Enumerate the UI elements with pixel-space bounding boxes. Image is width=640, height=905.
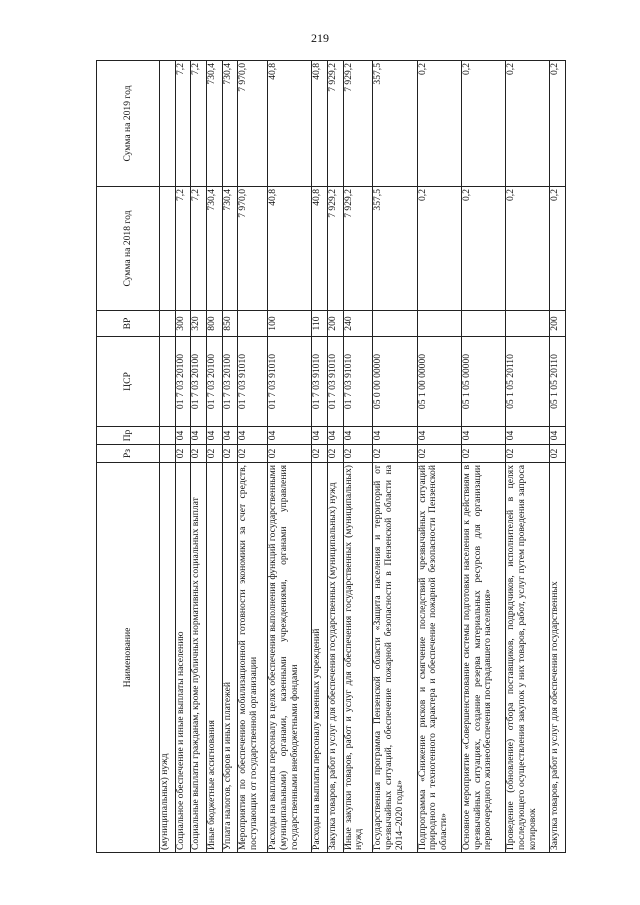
cell-vr: 850: [222, 311, 238, 337]
budget-table: [96, 60, 566, 853]
cell-name: Государственная программа Пензенской области «Защита населения и территорий от чрезвычайных ситуаций, обеспечение пожарной безопасности в Пензенской области на 2014–2020 годы»: [373, 463, 417, 853]
cell-vr: 200: [327, 311, 343, 337]
cell-vr: [417, 311, 461, 337]
cell-pr: 04: [506, 427, 550, 445]
cell-vr: 240: [343, 311, 373, 337]
cell-sum-2019: 357,5: [373, 61, 417, 187]
page-number: 219: [311, 31, 329, 45]
cell-pr: 04: [550, 427, 566, 445]
table-body: [160, 61, 566, 853]
cell-rz: 02: [461, 445, 505, 463]
cell-sum-2019: 7 929,2: [327, 61, 343, 187]
cell-vr: [160, 311, 176, 337]
table-row: [222, 61, 238, 853]
table-row: [506, 61, 550, 853]
table-row: [160, 61, 176, 853]
header-pr: Пр: [97, 427, 160, 445]
header-sum-2019: Сумма на 2019 год: [97, 61, 160, 187]
table-row: [327, 61, 343, 853]
cell-vr: 110: [312, 311, 328, 337]
cell-rz: [160, 445, 176, 463]
cell-sum-2018: 730,4: [206, 187, 222, 311]
header-csr: ЦСР: [97, 337, 160, 427]
table-row: [268, 61, 312, 853]
table-row: [312, 61, 328, 853]
cell-vr: 320: [191, 311, 207, 337]
cell-name: Проведение (обновление) отбора поставщиков, подрядчиков, исполнителей в целях последующего осуществления закупок у них товаров, работ, услуг путем проведения запроса котировок: [506, 463, 550, 853]
cell-sum-2018: 357,5: [373, 187, 417, 311]
table-row: [550, 61, 566, 853]
cell-vr: [461, 311, 505, 337]
cell-csr: 01 7 03 91010: [312, 337, 328, 427]
cell-rz: 02: [327, 445, 343, 463]
cell-rz: 02: [373, 445, 417, 463]
cell-sum-2018: 0,2: [417, 187, 461, 311]
cell-name: (муниципальных) нужд: [160, 463, 176, 853]
cell-sum-2018: 0,2: [550, 187, 566, 311]
cell-pr: 04: [417, 427, 461, 445]
cell-rz: 02: [506, 445, 550, 463]
cell-csr: 01 7 03 20100: [191, 337, 207, 427]
cell-sum-2019: 40,8: [268, 61, 312, 187]
cell-sum-2019: 730,4: [222, 61, 238, 187]
cell-name: Мероприятия по обеспечению мобилизационной готовности экономики за счет средств, поступающих от государственной организации: [238, 463, 268, 853]
cell-sum-2018: 7,2: [175, 187, 191, 311]
cell-pr: 04: [312, 427, 328, 445]
cell-sum-2019: 7,2: [175, 61, 191, 187]
cell-sum-2019: 0,2: [417, 61, 461, 187]
cell-rz: 02: [343, 445, 373, 463]
cell-csr: 05 0 00 00000: [373, 337, 417, 427]
table-row: [191, 61, 207, 853]
cell-name: Уплата налогов, сборов и иных платежей: [222, 463, 238, 853]
cell-sum-2018: 0,2: [506, 187, 550, 311]
cell-rz: 02: [268, 445, 312, 463]
table-row: [238, 61, 268, 853]
cell-pr: [160, 427, 176, 445]
table-row: [461, 61, 505, 853]
cell-sum-2018: 7,2: [191, 187, 207, 311]
cell-csr: [160, 337, 176, 427]
cell-rz: 02: [238, 445, 268, 463]
cell-csr: 01 7 03 91010: [327, 337, 343, 427]
cell-csr: 05 1 05 00000: [461, 337, 505, 427]
cell-sum-2019: [160, 61, 176, 187]
table-row: [175, 61, 191, 853]
cell-sum-2018: 7 929,2: [327, 187, 343, 311]
cell-name: Закупка товаров, работ и услуг для обеспечения государственных: [550, 463, 566, 853]
header-sum-2018: Сумма на 2018 год: [97, 187, 160, 311]
cell-rz: 02: [191, 445, 207, 463]
cell-csr: 05 1 05 20110: [506, 337, 550, 427]
cell-name: Расходы на выплаты персоналу в целях обеспечения выполнения функций государственными (муниципальными) органами, казенными учреждениями, органами управления государственными внебюджетными фондами: [268, 463, 312, 853]
cell-rz: 02: [222, 445, 238, 463]
header-vr: ВР: [97, 311, 160, 337]
cell-vr: [373, 311, 417, 337]
cell-csr: 01 7 03 91010: [238, 337, 268, 427]
header-rz: Рз: [97, 445, 160, 463]
cell-csr: 01 7 03 91010: [343, 337, 373, 427]
cell-rz: 02: [206, 445, 222, 463]
cell-name: Подпрограмма «Снижение рисков и смягчение последствий чрезвычайных ситуаций природного и техногенного характера и обеспечение пожарной безопасности Пензенской области»: [417, 463, 461, 853]
cell-sum-2018: 40,8: [268, 187, 312, 311]
cell-sum-2019: 40,8: [312, 61, 328, 187]
cell-sum-2018: 0,2: [461, 187, 505, 311]
table-row: [343, 61, 373, 853]
cell-name: Основное мероприятие «Совершенствование системы подготовки населения к действиям в чрезвычайных ситуациях, создание резерва материальных ресурсов для организации первоочередного жизнеобеспечения пострадавшего населения»: [461, 463, 505, 853]
cell-rz: 02: [175, 445, 191, 463]
cell-pr: 04: [222, 427, 238, 445]
cell-vr: 200: [550, 311, 566, 337]
cell-pr: 04: [268, 427, 312, 445]
cell-vr: 800: [206, 311, 222, 337]
cell-pr: 04: [373, 427, 417, 445]
cell-name: Социальные выплаты гражданам, кроме публичных нормативных социальных выплат: [191, 463, 207, 853]
cell-csr: 01 7 03 91010: [268, 337, 312, 427]
cell-csr: 01 7 03 20100: [175, 337, 191, 427]
cell-pr: 04: [175, 427, 191, 445]
table-row: [373, 61, 417, 853]
table-row: [417, 61, 461, 853]
cell-pr: 04: [327, 427, 343, 445]
cell-pr: 04: [461, 427, 505, 445]
cell-rz: 02: [550, 445, 566, 463]
cell-csr: 01 7 03 20100: [222, 337, 238, 427]
rotated-table-container: [96, 61, 566, 853]
cell-sum-2018: 7 970,0: [238, 187, 268, 311]
cell-vr: [238, 311, 268, 337]
cell-vr: [506, 311, 550, 337]
cell-rz: 02: [417, 445, 461, 463]
cell-pr: 04: [206, 427, 222, 445]
cell-sum-2018: [160, 187, 176, 311]
cell-sum-2019: 7 929,2: [343, 61, 373, 187]
cell-sum-2019: 0,2: [506, 61, 550, 187]
cell-vr: 100: [268, 311, 312, 337]
header-name: Наименование: [97, 463, 160, 853]
cell-pr: 04: [343, 427, 373, 445]
cell-name: Закупка товаров, работ и услуг для обеспечения государственных (муниципальных) нужд: [327, 463, 343, 853]
cell-sum-2018: 7 929,2: [343, 187, 373, 311]
cell-name: Расходы на выплаты персоналу казенных учреждений: [312, 463, 328, 853]
cell-vr: 300: [175, 311, 191, 337]
cell-pr: 04: [191, 427, 207, 445]
table-row: [206, 61, 222, 853]
cell-sum-2019: 730,4: [206, 61, 222, 187]
cell-csr: 05 1 05 20110: [550, 337, 566, 427]
cell-csr: 01 7 03 20100: [206, 337, 222, 427]
cell-csr: 05 1 00 00000: [417, 337, 461, 427]
cell-rz: 02: [312, 445, 328, 463]
cell-sum-2019: 0,2: [550, 61, 566, 187]
cell-pr: 04: [238, 427, 268, 445]
cell-sum-2019: 0,2: [461, 61, 505, 187]
cell-name: Иные закупки товаров, работ и услуг для обеспечения государственных (муниципальных) нужд: [343, 463, 373, 853]
cell-name: Иные бюджетные ассигнования: [206, 463, 222, 853]
cell-sum-2019: 7,2: [191, 61, 207, 187]
cell-sum-2018: 730,4: [222, 187, 238, 311]
cell-name: Социальное обеспечение и иные выплаты населению: [175, 463, 191, 853]
cell-sum-2019: 7 970,0: [238, 61, 268, 187]
table-header-row: [97, 61, 160, 853]
cell-sum-2018: 40,8: [312, 187, 328, 311]
